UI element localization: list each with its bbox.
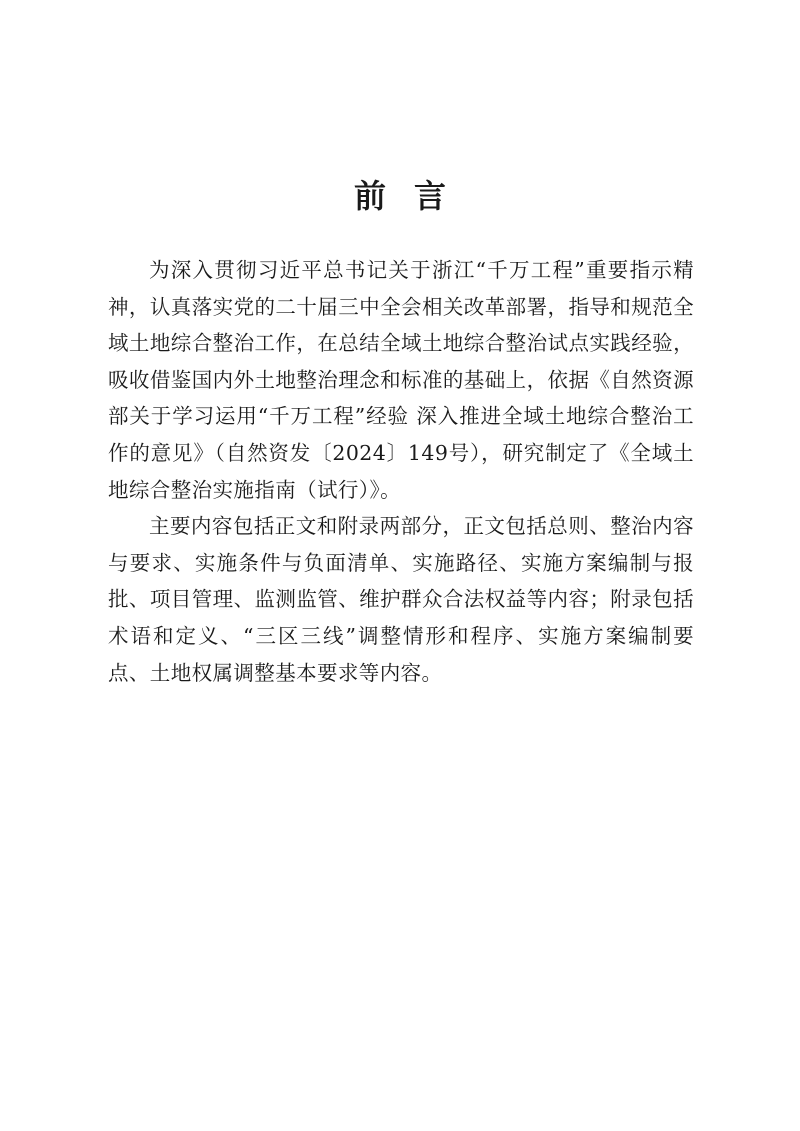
paragraph-purpose: 为深入贯彻习近平总书记关于浙江“千万工程”重要指示精神，认真落实党的二十届三中全会相关改革部署，指导和规范全域土地综合整治工作，在总结全域土地综合整治试点实践经验，吸收借鉴国内外土地整治理念和标准的基础上，依据《自然资源部关于学习运用“千万工程”经验 深入推进全域土地综合整治工作的意见》（自然资发〔2024〕149号），研究制定了《全域土地综合整治实施指南（试行）》。 [108,258,694,502]
body-text [108,252,694,691]
page-title: 前言 [353,177,474,215]
paragraph-contents: 主要内容包括正文和附录两部分，正文包括总则、整治内容与要求、实施条件与负面清单、实施路径、实施方案编制与报批、项目管理、监测监管、维护群众合法权益等内容；附录包括术语和定义、“三区三线”调整情形和程序、实施方案编制要点、土地权属调整基本要求等内容。 [108,514,694,685]
